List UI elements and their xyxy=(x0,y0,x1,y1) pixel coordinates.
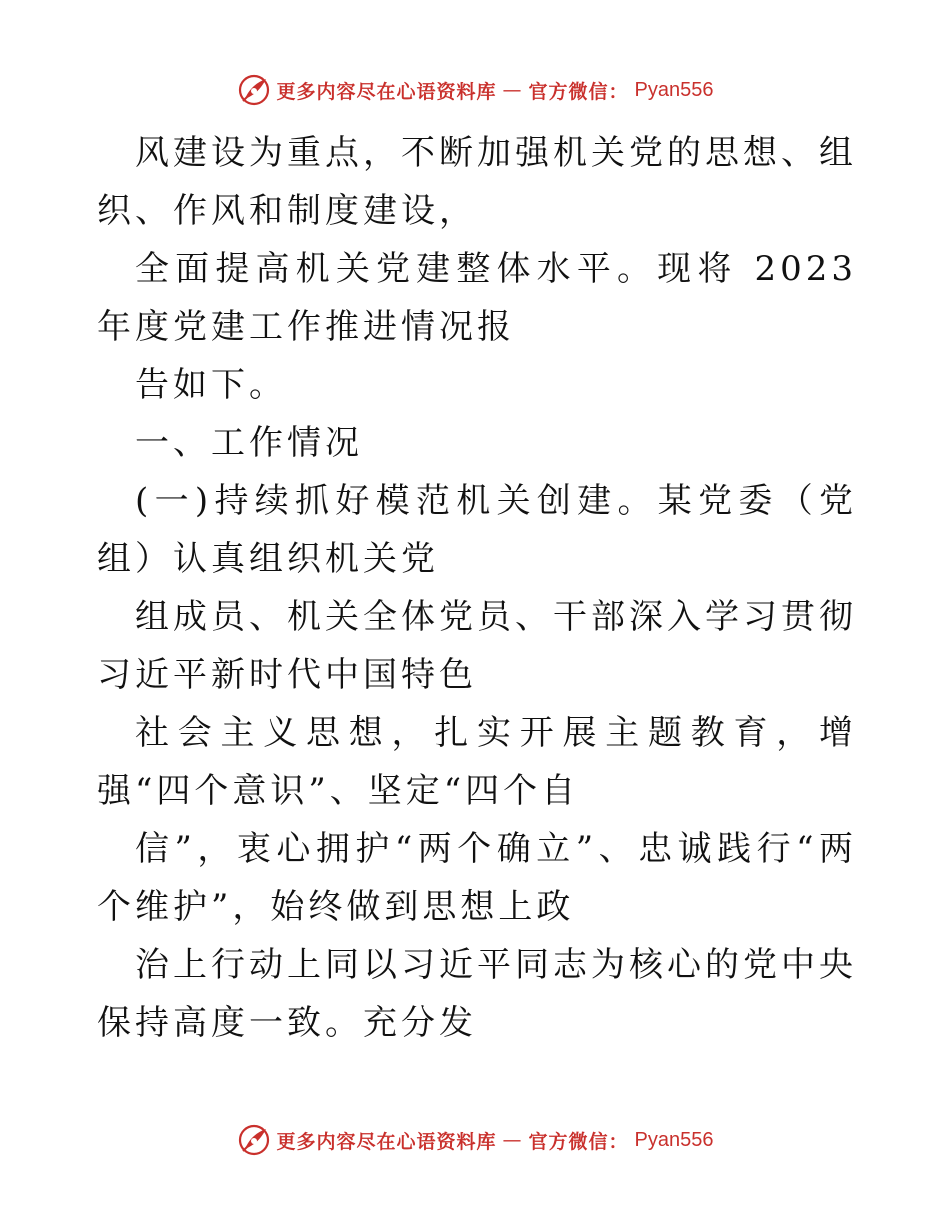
body-paragraph: 风建设为重点，不断加强机关党的思想、组织、作风和制度建设， xyxy=(97,133,857,231)
body-paragraph: 社会主义思想，扎实开展主题教育，增强“四个意识”、坚定“四个自 xyxy=(97,713,857,811)
document-body xyxy=(97,124,857,1052)
body-paragraph: 治上行动上同以习近平同志为核心的党中央保持高度一致。充分发 xyxy=(97,945,857,1043)
body-paragraph: 信”，衷心拥护“两个确立”、忠诚践行“两个维护”，始终做到思想上政 xyxy=(97,829,857,927)
body-paragraph: 组成员、机关全体党员、干部深入学习贯彻习近平新时代中国特色 xyxy=(97,597,857,695)
body-paragraph: 告如下。 xyxy=(135,365,287,405)
banner-wechat-id: Pyan556 xyxy=(634,1128,714,1151)
feather-pen-logo-icon xyxy=(237,73,271,107)
section-heading: 一、工作情况 xyxy=(135,423,363,463)
banner-wechat-id: Pyan556 xyxy=(634,78,714,101)
banner-site-text: 更多内容尽在心语资料库 xyxy=(276,1130,497,1153)
banner-separator: — xyxy=(502,1129,523,1151)
banner-wechat-label: 官方微信： xyxy=(528,80,629,103)
banner-separator: — xyxy=(502,79,523,101)
body-paragraph: 全面提高机关党建整体水平。现将 2023 年度党建工作推进情况报 xyxy=(97,249,857,347)
header-banner xyxy=(0,70,950,110)
banner-wechat-label: 官方微信： xyxy=(528,1130,629,1153)
banner-site-text: 更多内容尽在心语资料库 xyxy=(276,80,497,103)
footer-banner xyxy=(0,1120,950,1160)
feather-pen-logo-icon xyxy=(237,1123,271,1157)
body-paragraph: (一)持续抓好模范机关创建。某党委（党组）认真组织机关党 xyxy=(97,481,857,579)
